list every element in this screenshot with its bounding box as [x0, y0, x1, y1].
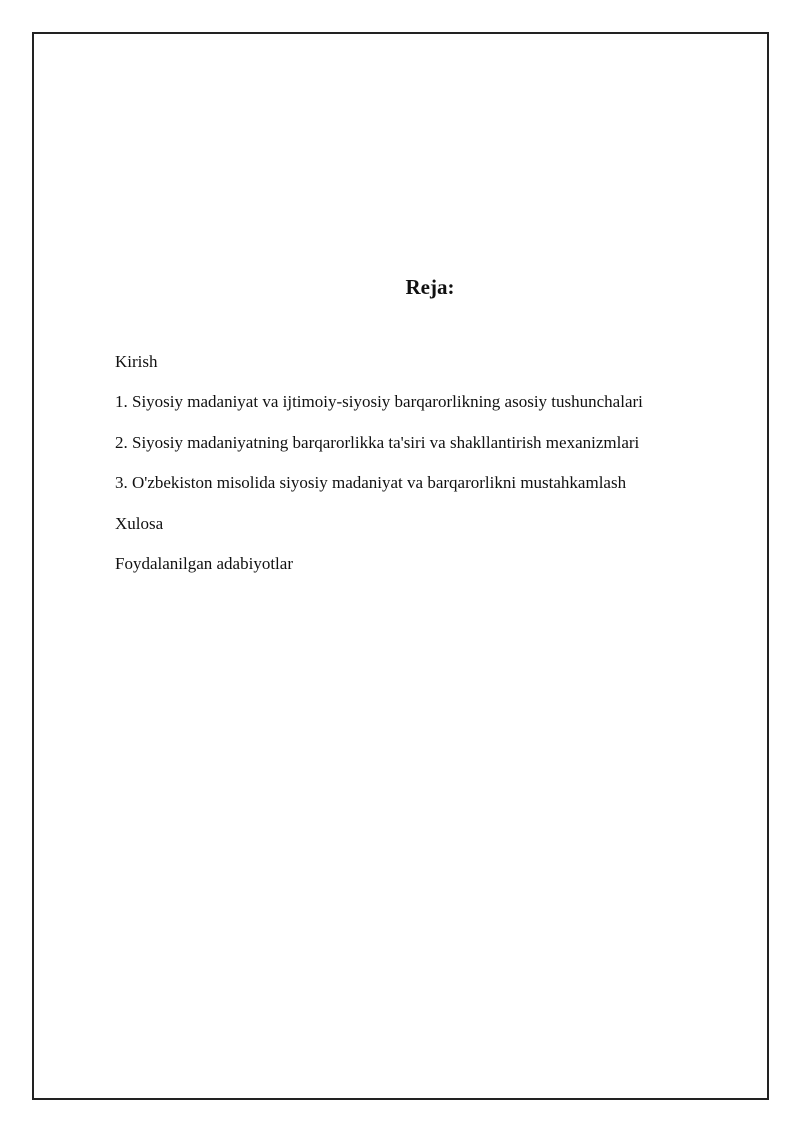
plan-item-chapter-2: 2. Siyosiy madaniyatning barqarorlikka ta'siri va shakllantirish mexanizmlari	[115, 432, 640, 452]
plan-item-conclusion: Xulosa	[115, 513, 164, 533]
page-title: Reja:	[405, 275, 455, 299]
plan-item-chapter-1: 1. Siyosiy madaniyat va ijtimoiy-siyosiy barqarorlikning asosiy tushunchalari	[115, 392, 643, 412]
plan-item-chapter-3: 3. O'zbekiston misolida siyosiy madaniyat va barqarorlikni mustahkamlash	[115, 473, 627, 493]
plan-item-introduction: Kirish	[115, 352, 158, 371]
plan-list	[115, 350, 643, 592]
plan-item-references: Foydalanilgan adabiyotlar	[115, 553, 293, 573]
